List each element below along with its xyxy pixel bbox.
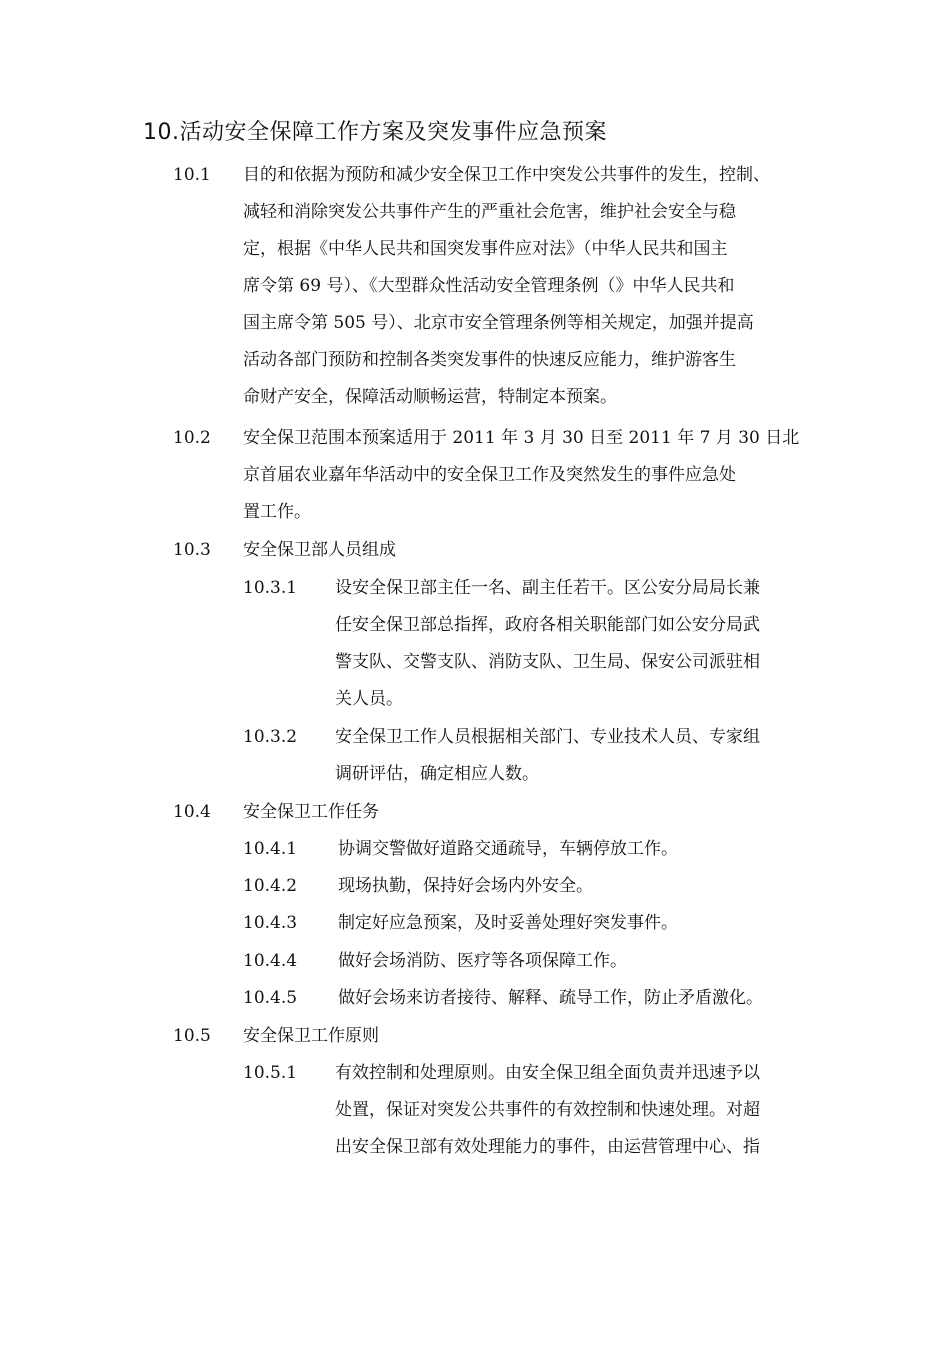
section-10-4-heading: 安全保卫工作任务	[243, 802, 379, 822]
subsection-number-10-4-4: 10.4.4	[243, 951, 298, 971]
paragraph-line: 出安全保卫部有效处理能力的事件，由运营管理中心、指	[335, 1137, 760, 1157]
subsection-10-3-2-body	[335, 719, 760, 793]
section-10-2-body	[243, 420, 799, 531]
section-10-3-heading: 安全保卫部人员组成	[243, 540, 396, 560]
paragraph-line: 置工作。	[243, 502, 311, 522]
paragraph-line: 有效控制和处理原则。由安全保卫组全面负责并迅速予以	[335, 1063, 760, 1083]
paragraph-line: 活动各部门预防和控制各类突发事件的快速反应能力，维护游客生	[243, 350, 736, 370]
paragraph-line: 命财产安全，保障活动顺畅运营，特制定本预案。	[243, 387, 617, 407]
subsection-10-4-2-text: 现场执勤，保持好会场内外安全。	[338, 876, 593, 896]
paragraph-line: 任安全保卫部总指挥，政府各相关职能部门如公安分局武	[335, 615, 760, 635]
section-title: 10.活动安全保障工作方案及突发事件应急预案	[143, 120, 607, 145]
paragraph-line: 警支队、交警支队、消防支队、卫生局、保安公司派驻相	[335, 652, 760, 672]
paragraph-line: 席令第 69 号）、《大型群众性活动安全管理条例（》中华人民共和	[243, 276, 735, 296]
subsection-10-3-1-body	[335, 570, 760, 718]
section-number-10-5: 10.5	[173, 1026, 211, 1046]
paragraph-line: 目的和依据为预防和减少安全保卫工作中突发公共事件的发生，控制、	[243, 165, 770, 185]
section-10-5-heading: 安全保卫工作原则	[243, 1026, 379, 1046]
paragraph-line: 安全保卫工作人员根据相关部门、专业技术人员、专家组	[335, 727, 760, 747]
subsection-number-10-4-2: 10.4.2	[243, 876, 298, 896]
section-number-10-3: 10.3	[173, 540, 211, 560]
paragraph-line: 关人员。	[335, 689, 403, 709]
section-number-10-4: 10.4	[173, 802, 211, 822]
subsection-number-10-3-2: 10.3.2	[243, 727, 298, 747]
paragraph-line: 京首届农业嘉年华活动中的安全保卫工作及突然发生的事件应急处	[243, 465, 736, 485]
subsection-10-5-1-body	[335, 1055, 760, 1166]
subsection-10-4-3-text: 制定好应急预案，及时妥善处理好突发事件。	[338, 913, 678, 933]
paragraph-line: 处置，保证对突发公共事件的有效控制和快速处理。对超	[335, 1100, 760, 1120]
subsection-10-4-5-text: 做好会场来访者接待、解释、疏导工作，防止矛盾激化。	[338, 988, 763, 1008]
subsection-number-10-4-5: 10.4.5	[243, 988, 298, 1008]
subsection-number-10-4-1: 10.4.1	[243, 839, 298, 859]
paragraph-line: 减轻和消除突发公共事件产生的严重社会危害，维护社会安全与稳	[243, 202, 736, 222]
subsection-number-10-4-3: 10.4.3	[243, 913, 298, 933]
subsection-10-4-1-text: 协调交警做好道路交通疏导，车辆停放工作。	[338, 839, 678, 859]
paragraph-line: 定，根据《中华人民共和国突发事件应对法》（中华人民共和国主	[243, 239, 728, 259]
section-10-1-body	[243, 157, 770, 416]
section-number-10-1: 10.1	[173, 165, 211, 185]
subsection-10-4-4-text: 做好会场消防、医疗等各项保障工作。	[338, 951, 627, 971]
paragraph-line: 国主席令第 505 号）、北京市安全管理条例等相关规定，加强并提高	[243, 313, 754, 333]
paragraph-line: 安全保卫范围本预案适用于 2011 年 3 月 30 日至 2011 年 7 月 30 日北	[243, 428, 800, 448]
subsection-number-10-5-1: 10.5.1	[243, 1063, 298, 1083]
subsection-number-10-3-1: 10.3.1	[243, 578, 298, 598]
section-number-10-2: 10.2	[173, 428, 211, 448]
paragraph-line: 设安全保卫部主任一名、副主任若干。区公安分局局长兼	[335, 578, 760, 598]
paragraph-line: 调研评估，确定相应人数。	[335, 764, 539, 784]
